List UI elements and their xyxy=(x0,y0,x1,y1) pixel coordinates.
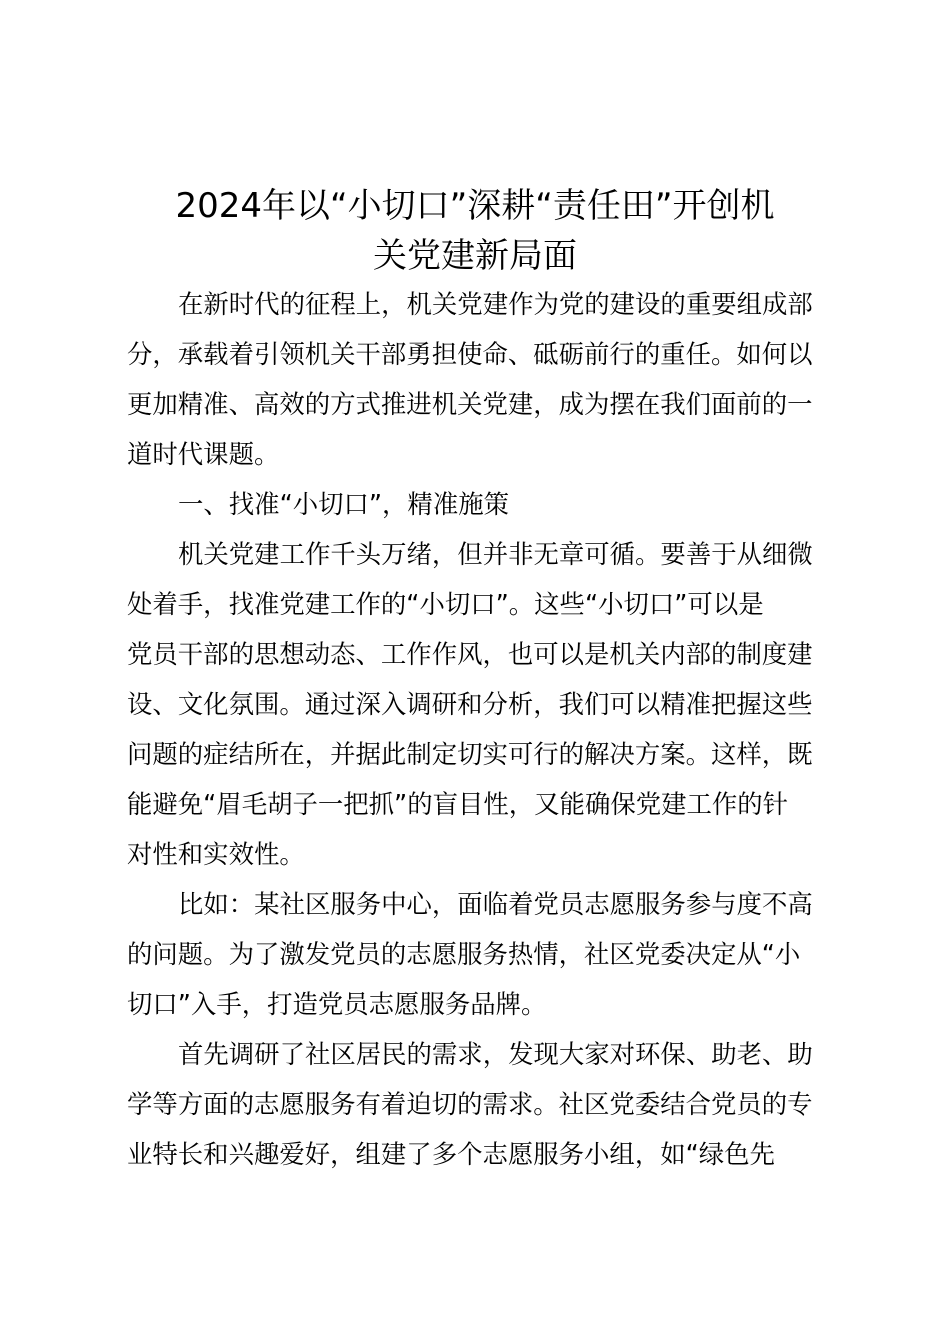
paragraph-line: 机关党建工作千头万绪，但并非无章可循。要善于从细微 xyxy=(178,539,813,569)
paragraph-line: 的问题。为了激发党员的志愿服务热情，社区党委决定从“小 xyxy=(127,939,801,969)
paragraph-line: 首先调研了社区居民的需求，发现大家对环保、助老、助 xyxy=(178,1039,813,1069)
paragraph-line: 能避免“眉毛胡子一把抓”的盲目性，又能确保党建工作的针 xyxy=(127,789,789,819)
paragraph-line: 问题的症结所在，并据此制定切实可行的解决方案。这样，既 xyxy=(127,739,813,769)
document-title-line-1: 2024年以“小切口”深耕“责任田”开创机 xyxy=(175,186,775,226)
paragraph-line: 处着手，找准党建工作的“小切口”。这些“小切口”可以是 xyxy=(127,589,764,619)
document-title-line-2: 关党建新局面 xyxy=(373,236,577,276)
paragraph-line: 设、文化氛围。通过深入调研和分析，我们可以精准把握这些 xyxy=(127,689,813,719)
paragraph-line: 在新时代的征程上，机关党建作为党的建设的重要组成部 xyxy=(178,289,813,319)
section-heading: 一、找准“小切口”，精准施策 xyxy=(178,489,509,519)
paragraph-line: 对性和实效性。 xyxy=(127,839,305,869)
paragraph-line: 切口”入手，打造党员志愿服务品牌。 xyxy=(127,989,547,1019)
paragraph-line: 学等方面的志愿服务有着迫切的需求。社区党委结合党员的专 xyxy=(127,1089,813,1119)
paragraph-line: 分，承载着引领机关干部勇担使命、砥砺前行的重任。如何以 xyxy=(127,339,813,369)
paragraph-line: 党员干部的思想动态、工作作风，也可以是机关内部的制度建 xyxy=(127,639,813,669)
paragraph-line: 更加精准、高效的方式推进机关党建，成为摆在我们面前的一 xyxy=(127,389,813,419)
paragraph-line: 道时代课题。 xyxy=(127,439,280,469)
paragraph-line: 比如：某社区服务中心，面临着党员志愿服务参与度不高 xyxy=(178,889,813,919)
paragraph-line: 业特长和兴趣爱好，组建了多个志愿服务小组，如“绿色先 xyxy=(127,1139,775,1169)
